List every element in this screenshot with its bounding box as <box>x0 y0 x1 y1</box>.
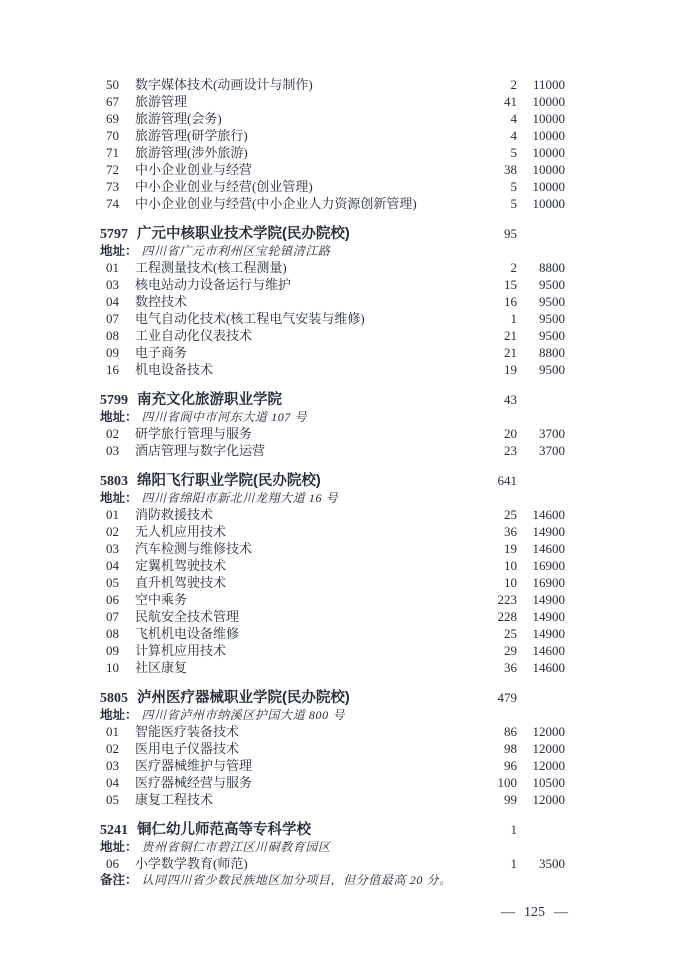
course-code: 71 <box>106 145 119 160</box>
course-name: 空中乘务 <box>135 592 188 607</box>
course-code: 02 <box>106 426 119 441</box>
course-name: 数控技术 <box>135 294 188 309</box>
course-enrollment-count: 21 <box>504 345 517 360</box>
course-code: 04 <box>106 558 119 573</box>
course-code: 04 <box>106 775 119 790</box>
course-name: 康复工程技术 <box>135 792 214 807</box>
course-tuition-fee: 11000 <box>532 77 565 92</box>
course-enrollment-count: 10 <box>504 575 517 590</box>
course-name: 计算机应用技术 <box>135 643 227 658</box>
course-enrollment-count: 5 <box>510 196 517 211</box>
course-enrollment-count: 96 <box>504 758 517 773</box>
course-enrollment-count: 19 <box>504 362 517 377</box>
course-row <box>100 591 565 608</box>
course-row <box>100 195 565 212</box>
course-row <box>100 310 565 327</box>
school-code: 5803 <box>100 474 128 489</box>
course-row <box>100 93 565 110</box>
course-tuition-fee: 14600 <box>532 507 565 522</box>
address-label: 地址： <box>100 708 138 722</box>
course-name: 社区康复 <box>135 660 188 675</box>
course-tuition-fee: 3700 <box>539 426 565 441</box>
course-enrollment-count: 15 <box>504 277 517 292</box>
course-code: 72 <box>106 162 119 177</box>
course-code: 08 <box>106 328 119 343</box>
course-code: 09 <box>106 643 119 658</box>
school-total-count: 1 <box>510 822 517 837</box>
course-enrollment-count: 36 <box>504 524 517 539</box>
school-section <box>100 224 565 378</box>
course-code: 50 <box>106 77 119 92</box>
course-name: 酒店管理与数字化运营 <box>135 443 266 458</box>
course-tuition-fee: 12000 <box>532 792 565 807</box>
page-footer <box>100 904 577 922</box>
course-name: 电气自动化技术(核工程电气安装与维修) <box>135 311 365 326</box>
school-total-count: 43 <box>504 392 517 407</box>
course-row <box>100 425 565 442</box>
school-section <box>100 688 565 808</box>
course-tuition-fee: 8800 <box>539 260 565 275</box>
school-header <box>100 820 565 839</box>
course-enrollment-count: 20 <box>504 426 517 441</box>
course-code: 07 <box>106 609 119 624</box>
school-sections <box>100 76 565 888</box>
course-name: 中小企业创业与经营(中小企业人力资源创新管理) <box>135 196 417 211</box>
course-name: 民航安全技术管理 <box>135 609 240 624</box>
course-name: 旅游管理 <box>135 94 188 109</box>
course-tuition-fee: 12000 <box>532 741 565 756</box>
course-code: 16 <box>106 362 119 377</box>
footer-right-dash: — <box>554 905 568 920</box>
course-tuition-fee: 14600 <box>532 660 565 675</box>
course-enrollment-count: 99 <box>504 792 517 807</box>
school-code: 5799 <box>100 393 128 408</box>
course-code: 02 <box>106 524 119 539</box>
school-name: 南充文化旅游职业学院 <box>137 392 282 408</box>
course-tuition-fee: 10000 <box>532 196 565 211</box>
course-code: 10 <box>106 660 119 675</box>
course-row <box>100 161 565 178</box>
address-line <box>100 839 565 855</box>
course-enrollment-count: 4 <box>510 111 517 126</box>
course-row <box>100 608 565 625</box>
address-line <box>100 490 565 506</box>
course-row <box>100 327 565 344</box>
course-enrollment-count: 29 <box>504 643 517 658</box>
course-enrollment-count: 2 <box>510 260 517 275</box>
course-enrollment-count: 98 <box>504 741 517 756</box>
school-name: 绵阳飞行职业学院(民办院校) <box>137 473 321 489</box>
course-rows <box>100 425 565 459</box>
course-row <box>100 276 565 293</box>
course-enrollment-count: 1 <box>510 311 517 326</box>
address-line <box>100 243 565 259</box>
course-code: 06 <box>106 856 119 871</box>
course-tuition-fee: 14900 <box>532 592 565 607</box>
course-code: 03 <box>106 277 119 292</box>
course-name: 工业自动化仪表技术 <box>135 328 253 343</box>
course-row <box>100 259 565 276</box>
address-label: 地址： <box>100 244 138 258</box>
course-row <box>100 855 565 872</box>
course-enrollment-count: 228 <box>497 609 517 624</box>
course-row <box>100 642 565 659</box>
school-section <box>100 820 565 888</box>
course-row <box>100 127 565 144</box>
course-name: 中小企业创业与经营(创业管理) <box>135 179 313 194</box>
address-line <box>100 707 565 723</box>
course-tuition-fee: 8800 <box>539 345 565 360</box>
school-name: 泸州医疗器械职业学院(民办院校) <box>137 690 350 706</box>
school-header <box>100 390 565 409</box>
course-tuition-fee: 3700 <box>539 443 565 458</box>
course-name: 医疗器械经营与服务 <box>135 775 253 790</box>
course-code: 03 <box>106 443 119 458</box>
course-name: 工程测量技术(核工程测量) <box>135 260 287 275</box>
course-row <box>100 757 565 774</box>
course-rows <box>100 855 565 872</box>
note-line <box>100 872 565 888</box>
course-code: 08 <box>106 626 119 641</box>
address-text: 贵州省铜仁市碧江区川硐教育园区 <box>141 840 331 854</box>
course-name: 无人机应用技术 <box>135 524 227 539</box>
course-enrollment-count: 21 <box>504 328 517 343</box>
school-total-count: 95 <box>504 226 517 241</box>
course-name: 旅游管理(涉外旅游) <box>135 145 248 160</box>
course-name: 智能医疗装备技术 <box>135 724 240 739</box>
course-row <box>100 523 565 540</box>
course-tuition-fee: 14600 <box>532 541 565 556</box>
course-enrollment-count: 19 <box>504 541 517 556</box>
course-row <box>100 723 565 740</box>
school-code: 5797 <box>100 227 128 242</box>
school-code: 5805 <box>100 691 128 706</box>
address-label: 地址： <box>100 840 138 854</box>
note-label: 备注： <box>100 873 138 887</box>
course-tuition-fee: 12000 <box>532 724 565 739</box>
school-header <box>100 224 565 243</box>
course-name: 核电站动力设备运行与维护 <box>135 277 292 292</box>
course-rows <box>100 76 565 212</box>
course-tuition-fee: 10000 <box>532 111 565 126</box>
course-code: 67 <box>106 94 119 109</box>
course-name: 旅游管理(研学旅行) <box>135 128 248 143</box>
course-row <box>100 344 565 361</box>
address-label: 地址： <box>100 410 138 424</box>
course-enrollment-count: 36 <box>504 660 517 675</box>
course-tuition-fee: 16900 <box>532 558 565 573</box>
note-text: 认同四川省少数民族地区加分项目，但分值最高 20 分。 <box>141 873 452 887</box>
course-name: 机电设备技术 <box>135 362 214 377</box>
course-row <box>100 293 565 310</box>
course-row <box>100 774 565 791</box>
course-row <box>100 76 565 93</box>
course-tuition-fee: 10000 <box>532 145 565 160</box>
course-name: 定翼机驾驶技术 <box>135 558 227 573</box>
course-tuition-fee: 9500 <box>539 328 565 343</box>
course-name: 汽车检测与维修技术 <box>135 541 253 556</box>
course-enrollment-count: 23 <box>504 443 517 458</box>
course-enrollment-count: 1 <box>510 856 517 871</box>
school-header <box>100 688 565 707</box>
school-total-count: 641 <box>497 473 517 488</box>
address-label: 地址： <box>100 491 138 505</box>
address-text: 四川省绵阳市新北川龙翔大道 16 号 <box>141 491 339 505</box>
course-row <box>100 740 565 757</box>
course-row <box>100 144 565 161</box>
course-tuition-fee: 10000 <box>532 128 565 143</box>
course-tuition-fee: 14900 <box>532 626 565 641</box>
course-tuition-fee: 10000 <box>532 94 565 109</box>
course-code: 03 <box>106 758 119 773</box>
course-name: 小学数学教育(师范) <box>135 856 248 871</box>
course-rows <box>100 506 565 676</box>
course-tuition-fee: 3500 <box>539 856 565 871</box>
course-code: 07 <box>106 311 119 326</box>
course-name: 医用电子仪器技术 <box>135 741 240 756</box>
address-text: 四川省阆中市河东大道 107 号 <box>141 410 308 424</box>
course-row <box>100 659 565 676</box>
course-code: 73 <box>106 179 119 194</box>
course-tuition-fee: 9500 <box>539 311 565 326</box>
course-code: 74 <box>106 196 119 211</box>
course-code: 01 <box>106 260 119 275</box>
course-tuition-fee: 9500 <box>539 277 565 292</box>
course-enrollment-count: 25 <box>504 626 517 641</box>
course-enrollment-count: 223 <box>497 592 517 607</box>
course-row <box>100 110 565 127</box>
course-enrollment-count: 41 <box>504 94 517 109</box>
course-code: 01 <box>106 507 119 522</box>
course-enrollment-count: 2 <box>510 77 517 92</box>
course-name: 研学旅行管理与服务 <box>135 426 253 441</box>
course-enrollment-count: 5 <box>510 179 517 194</box>
course-enrollment-count: 86 <box>504 724 517 739</box>
course-tuition-fee: 10500 <box>532 775 565 790</box>
course-tuition-fee: 14900 <box>532 609 565 624</box>
course-code: 02 <box>106 741 119 756</box>
course-row <box>100 574 565 591</box>
school-name: 铜仁幼儿师范高等专科学校 <box>137 822 311 838</box>
course-name: 中小企业创业与经营 <box>135 162 253 177</box>
address-text: 四川省泸州市纳溪区护国大道 800 号 <box>141 708 345 722</box>
course-tuition-fee: 9500 <box>539 294 565 309</box>
course-name: 数字媒体技术(动画设计与制作) <box>135 77 313 92</box>
school-total-count: 479 <box>497 690 517 705</box>
course-row <box>100 540 565 557</box>
course-row <box>100 557 565 574</box>
course-code: 09 <box>106 345 119 360</box>
course-tuition-fee: 9500 <box>539 362 565 377</box>
course-row <box>100 361 565 378</box>
course-enrollment-count: 10 <box>504 558 517 573</box>
course-code: 05 <box>106 792 119 807</box>
course-tuition-fee: 14900 <box>532 524 565 539</box>
school-name: 广元中核职业技术学院(民办院校) <box>137 226 350 242</box>
course-enrollment-count: 100 <box>497 775 517 790</box>
course-row <box>100 625 565 642</box>
course-tuition-fee: 16900 <box>532 575 565 590</box>
course-enrollment-count: 38 <box>504 162 517 177</box>
course-enrollment-count: 25 <box>504 507 517 522</box>
course-name: 电子商务 <box>135 345 188 360</box>
course-code: 05 <box>106 575 119 590</box>
address-line <box>100 409 565 425</box>
course-enrollment-count: 5 <box>510 145 517 160</box>
course-name: 直升机驾驶技术 <box>135 575 227 590</box>
page-number: 125 <box>524 905 545 920</box>
course-row <box>100 791 565 808</box>
course-enrollment-count: 4 <box>510 128 517 143</box>
course-tuition-fee: 12000 <box>532 758 565 773</box>
course-tuition-fee: 10000 <box>532 162 565 177</box>
course-code: 04 <box>106 294 119 309</box>
course-code: 03 <box>106 541 119 556</box>
course-code: 01 <box>106 724 119 739</box>
school-header <box>100 471 565 490</box>
course-rows <box>100 723 565 808</box>
course-name: 消防救援技术 <box>135 507 214 522</box>
course-name: 飞机机电设备维修 <box>135 626 240 641</box>
school-section <box>100 76 565 212</box>
school-section <box>100 390 565 459</box>
footer-left-dash: — <box>501 905 515 920</box>
school-code: 5241 <box>100 823 128 838</box>
course-name: 医疗器械维护与管理 <box>135 758 253 773</box>
course-rows <box>100 259 565 378</box>
course-tuition-fee: 10000 <box>532 179 565 194</box>
address-text: 四川省广元市利州区宝轮镇清江路 <box>141 244 331 258</box>
course-enrollment-count: 16 <box>504 294 517 309</box>
course-name: 旅游管理(会务) <box>135 111 222 126</box>
course-code: 69 <box>106 111 119 126</box>
course-row <box>100 506 565 523</box>
course-row <box>100 442 565 459</box>
course-row <box>100 178 565 195</box>
school-section <box>100 471 565 676</box>
course-code: 70 <box>106 128 119 143</box>
course-tuition-fee: 14600 <box>532 643 565 658</box>
course-code: 06 <box>106 592 119 607</box>
